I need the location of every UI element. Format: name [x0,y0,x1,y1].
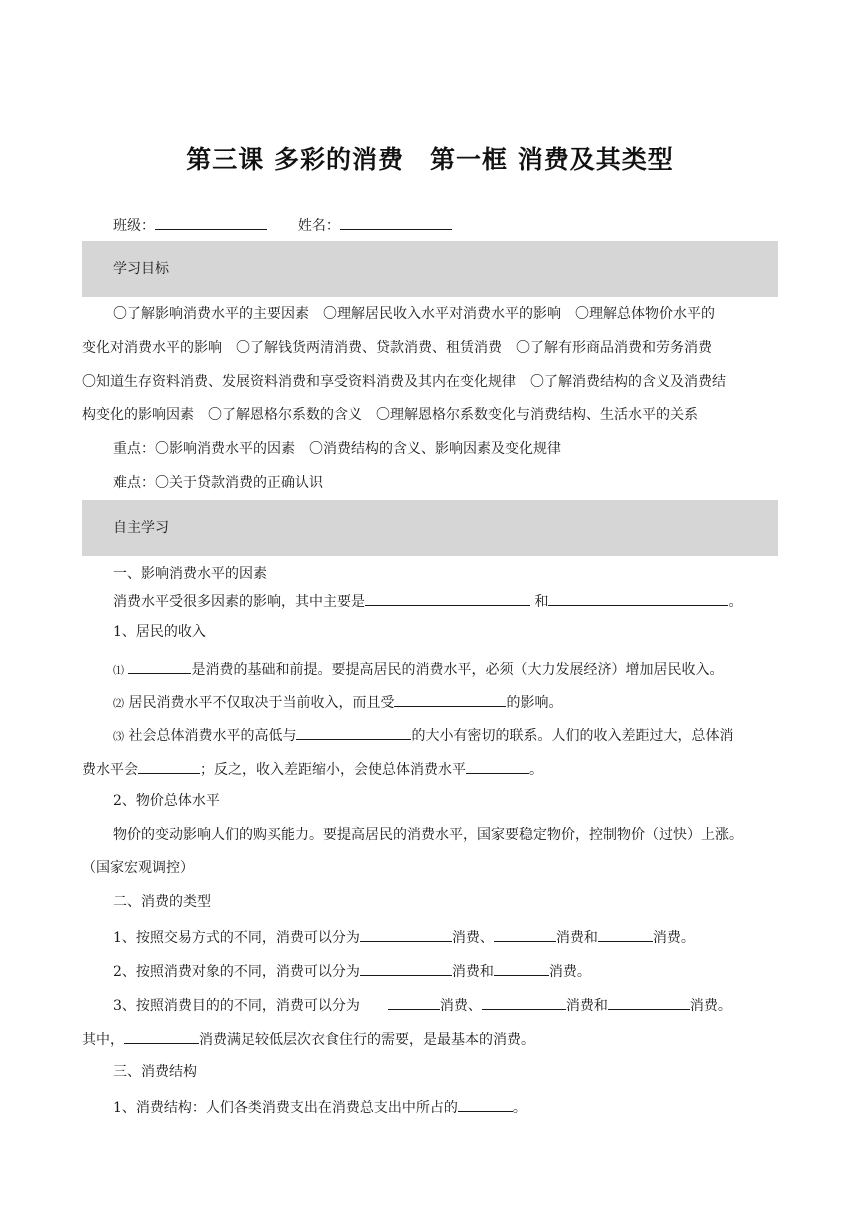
class-label: 班级： [113,218,155,234]
decline-blank[interactable] [138,758,200,774]
point-number: ⑶ [113,730,124,743]
key-points: 重点：〇影响消费水平的因素 〇消费结构的含义、影响因素及变化规律 [113,441,561,457]
goals-section-label: 学习目标 [113,261,169,277]
point-3-text-e: 。 [529,762,543,778]
intro-text-a: 消费水平受很多因素的影响，其中主要是 [113,594,365,610]
point-3-text-d: ；反之，收入差距缩小，会使总体消费水平 [200,762,466,778]
type-line-3-continued [82,1028,535,1050]
point-3-text-a: 社会总体消费水平的高低与 [128,728,297,744]
proportion-blank[interactable] [458,1096,513,1112]
type-line-2 [113,960,591,982]
income-point-3-continued [82,758,543,780]
expectation-blank[interactable] [394,691,506,707]
income-gap-blank[interactable] [296,724,411,740]
type-line-1 [113,926,695,948]
type-1-blank-1[interactable] [360,926,452,942]
page-title: 第三课 多彩的消费 第一框 消费及其类型 [186,145,674,174]
type-1-blank-3[interactable] [598,926,653,942]
point-2-text-a: 居民消费水平不仅取决于当前收入，而且受 [128,695,395,711]
section-2-title: 二、消费的类型 [113,894,211,910]
goals-line-4: 构变化的影响因素 〇了解恩格尔系数的含义 〇理解恩格尔系数变化与消费结构、生活水平的关系 [82,407,698,423]
point-2-text-b: 的影响。 [506,695,563,711]
class-blank[interactable] [155,214,267,230]
raise-blank[interactable] [466,758,529,774]
section-1-title: 一、影响消费水平的因素 [113,566,267,582]
type-3-blank-1[interactable] [388,994,440,1010]
type-3-blank-2[interactable] [482,994,566,1010]
type-1-text-c: 消费和 [555,930,598,946]
type-1-text-d: 消费。 [652,930,695,946]
self-study-section-label: 自主学习 [113,520,169,536]
type-1-text-a: 1、按照交易方式的不同，消费可以分为 [113,930,360,946]
point-number: ⑵ [113,697,124,710]
income-point-2 [113,691,562,714]
name-label: 姓名： [297,218,340,234]
type-3-blank-4[interactable] [124,1028,199,1044]
structure-text-a: 1、消费结构：人们各类消费支出在消费总支出中所占的 [113,1100,458,1116]
type-line-3 [113,994,732,1016]
type-3-text-a: 3、按照消费目的的不同，消费可以分为 [113,998,388,1014]
type-3-text-d: 消费。 [689,998,732,1014]
section-3-title: 三、消费结构 [113,1064,197,1080]
name-blank[interactable] [340,214,452,230]
income-point-1 [113,658,723,681]
type-1-text-b: 消费、 [451,930,494,946]
point-3-text-b: 的大小有密切的联系。人们的收入差距过大，总体消 [411,728,734,744]
price-text-1: 物价的变动影响人们的购买能力。要提高居民的消费水平，国家要稳定物价，控制物价（过快）上涨。 [113,827,743,843]
subsection-price: 2、物价总体水平 [113,793,220,809]
structure-line-1 [113,1096,527,1118]
intro-text-c: 。 [728,594,743,610]
point-number: ⑴ [113,664,124,677]
income-text: 是消费的基础和前提。要提高居民的消费水平，必须（大力发展经济）增加居民收入。 [191,662,724,678]
type-3-text-f: 消费满足较低层次衣食住行的需要，是最基本的消费。 [199,1032,535,1048]
goals-line-3: 〇知道生存资料消费、发展资料消费和享受资料消费及其内在变化规律 〇了解消费结构的含义及消费结 [82,374,726,390]
point-3-text-c: 费水平会 [82,762,138,778]
goals-line-1: 〇了解影响消费水平的主要因素 〇理解居民收入水平对消费水平的影响 〇理解总体物价水平的 [113,306,715,322]
type-2-text-c: 消费。 [548,964,591,980]
goals-line-2: 变化对消费水平的影响 〇了解钱货两清消费、贷款消费、租赁消费 〇了解有形商品消费和劳务消费 [82,340,712,356]
type-3-text-e: 其中， [82,1032,124,1048]
type-3-blank-3[interactable] [608,994,690,1010]
type-3-text-b: 消费、 [439,998,482,1014]
subsection-income: 1、居民的收入 [113,624,206,640]
type-1-blank-2[interactable] [494,926,556,942]
structure-text-b: 。 [512,1100,527,1116]
factor-blank-1[interactable] [365,590,530,606]
student-info-row [113,214,452,236]
goals-section-band [82,241,778,297]
self-study-section-band [82,500,778,556]
factor-blank-2[interactable] [548,590,728,606]
price-text-2: （国家宏观调控） [82,860,194,876]
section-1-intro [113,590,742,612]
difficulty-points: 难点：〇关于贷款消费的正确认识 [113,475,323,491]
type-2-text-a: 2、按照消费对象的不同，消费可以分为 [113,964,360,980]
type-3-text-c: 消费和 [565,998,608,1014]
income-blank[interactable] [128,658,191,674]
type-2-blank-2[interactable] [494,960,549,976]
income-point-3 [113,724,733,747]
type-2-text-b: 消费和 [451,964,494,980]
type-2-blank-1[interactable] [360,960,452,976]
intro-text-b: 和 [534,594,549,610]
